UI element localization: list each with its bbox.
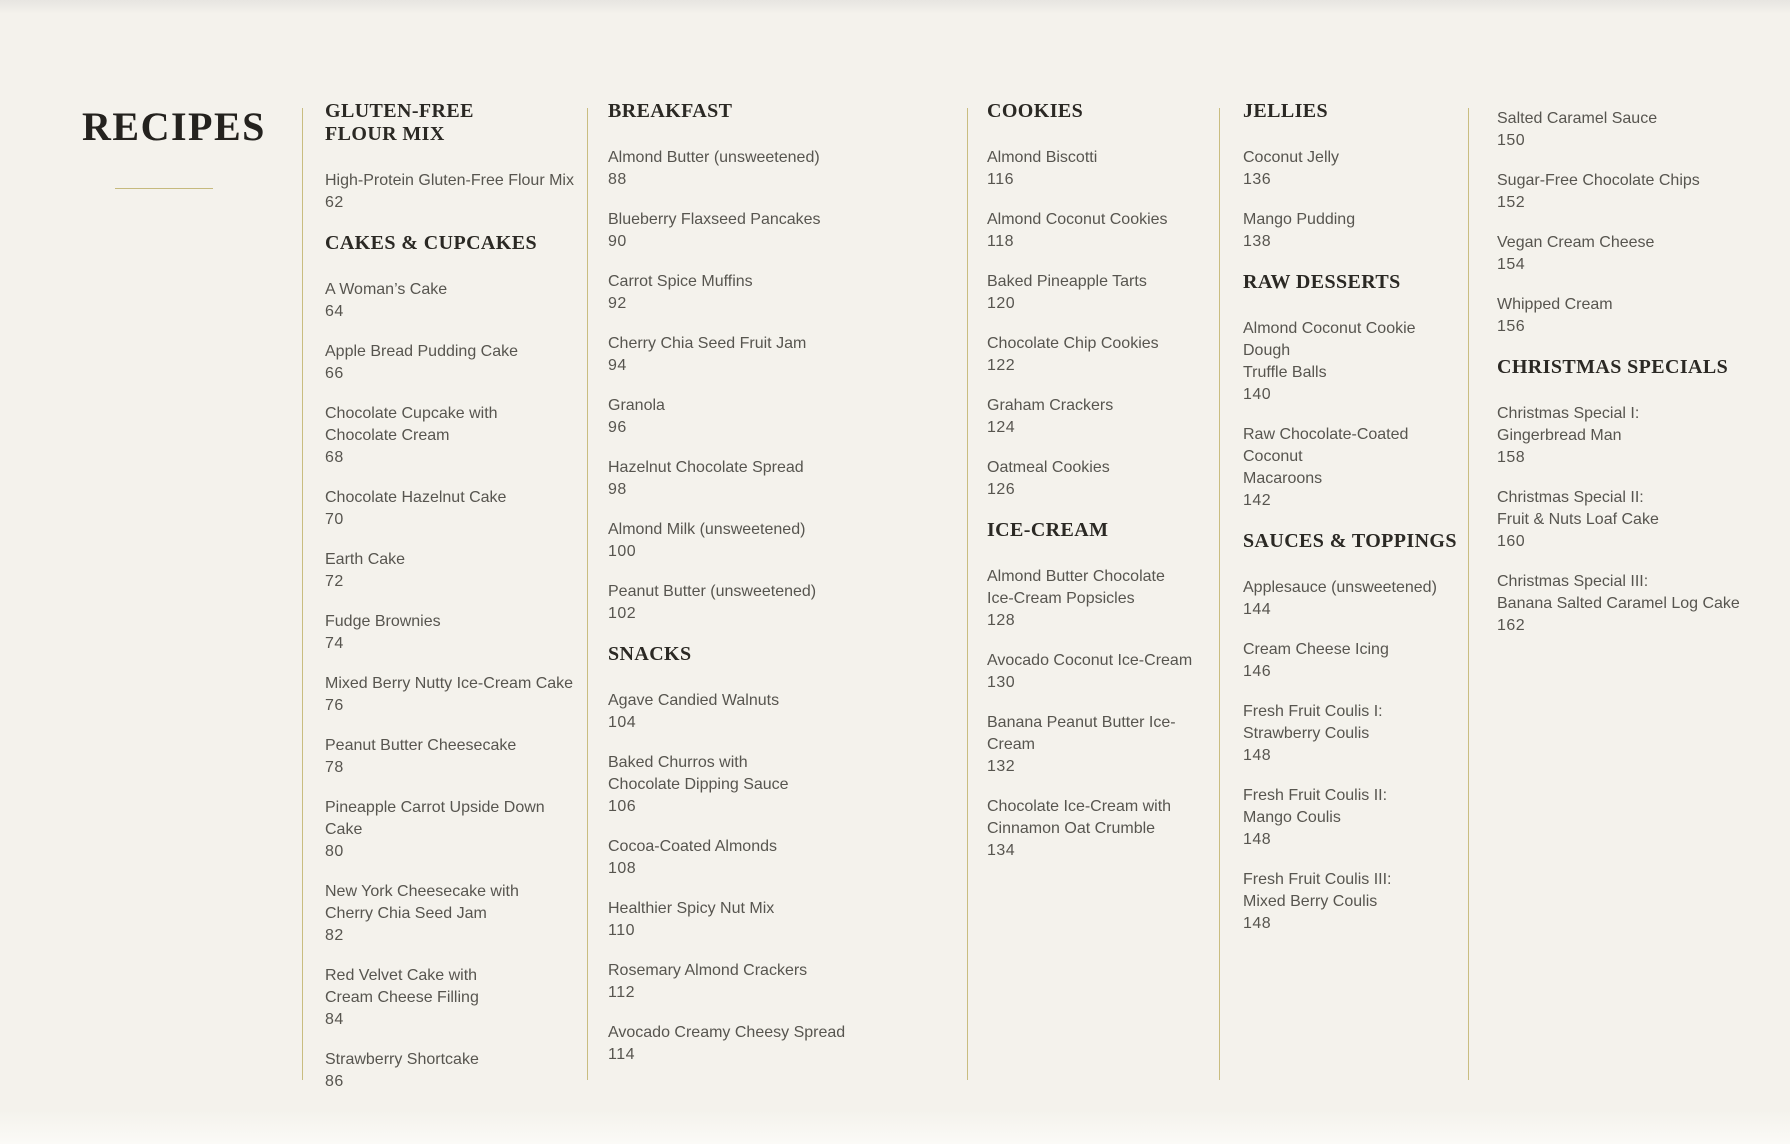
recipe-name: Chocolate Cupcake with Chocolate Cream [325, 405, 498, 444]
recipe-entry [325, 735, 580, 779]
recipe-entry [325, 881, 580, 947]
recipe-entry [608, 836, 958, 880]
recipe-name: Hazelnut Chocolate Spread [608, 459, 804, 476]
recipe-entry [987, 796, 1212, 862]
recipe-name: Mixed Berry Nutty Ice-Cream Cake [325, 675, 574, 692]
recipe-entry [608, 209, 958, 253]
recipe-entry [325, 549, 580, 593]
recipe-entry [987, 333, 1212, 377]
recipe-name: Pineapple Carrot Upside Down Cake [325, 799, 545, 838]
recipe-name: Christmas Special II: Fruit & Nuts Loaf Cake [1497, 489, 1659, 528]
recipe-entry [325, 279, 580, 323]
recipe-name: Avocado Creamy Cheesy Spread [608, 1024, 846, 1041]
recipe-page-number: 116 [987, 171, 1015, 188]
recipe-page-number: 126 [987, 481, 1016, 498]
recipe-page-number: 134 [987, 842, 1016, 859]
recipes-column-3 [987, 100, 1212, 880]
title-underline [115, 188, 213, 189]
recipe-page-number: 100 [608, 543, 637, 560]
recipe-entry [325, 611, 580, 655]
recipe-page-number: 76 [325, 697, 344, 714]
page-title: RECIPES [82, 104, 266, 149]
section-heading: SNACKS [608, 643, 692, 665]
column-divider [1219, 108, 1220, 1080]
recipe-page-number: 136 [1243, 171, 1272, 188]
recipe-page-number: 114 [608, 1046, 636, 1063]
recipe-name: Almond Milk (unsweetened) [608, 521, 806, 538]
recipe-name: Peanut Butter (unsweetened) [608, 583, 817, 600]
recipe-entry [325, 341, 580, 385]
recipe-page-number: 88 [608, 171, 627, 188]
section-heading: JELLIES [1243, 100, 1329, 122]
recipe-name: Coconut Jelly [1243, 149, 1340, 166]
recipe-name: Earth Cake [325, 551, 406, 568]
recipe-page-number: 68 [325, 449, 344, 466]
recipe-name: Fudge Brownies [325, 613, 441, 630]
recipe-entry [325, 487, 580, 531]
section-heading: COOKIES [987, 100, 1084, 122]
column-divider [1468, 108, 1469, 1080]
recipes-column-2 [608, 100, 958, 1084]
recipe-entry [325, 403, 580, 469]
recipe-entry [1243, 209, 1461, 253]
recipe-page-number: 122 [987, 357, 1016, 374]
recipe-name: Mango Pudding [1243, 211, 1356, 228]
recipe-name: Agave Candied Walnuts [608, 692, 780, 709]
recipe-entry [608, 519, 958, 563]
column-divider [302, 108, 303, 1080]
recipe-page-number: 154 [1497, 256, 1526, 273]
recipe-page-number: 66 [325, 365, 344, 382]
recipe-page-number: 132 [987, 758, 1016, 775]
recipe-name: Red Velvet Cake with Cream Cheese Filling [325, 967, 479, 1006]
recipe-page-number: 90 [608, 233, 627, 250]
recipe-name: Chocolate Hazelnut Cake [325, 489, 507, 506]
recipe-page-number: 82 [325, 927, 344, 944]
recipe-entry [987, 271, 1212, 315]
recipe-name: Almond Butter (unsweetened) [608, 149, 820, 166]
recipe-page-number: 78 [325, 759, 344, 776]
recipe-name: Fresh Fruit Coulis II: Mango Coulis [1243, 787, 1388, 826]
recipe-name: Apple Bread Pudding Cake [325, 343, 519, 360]
recipe-name: Baked Churros with Chocolate Dipping Sauce [608, 754, 789, 793]
page-bottom-edge [0, 1110, 1790, 1144]
recipe-page-number: 72 [325, 573, 344, 590]
recipe-page-number: 160 [1497, 533, 1526, 550]
recipe-entry [1243, 147, 1461, 191]
recipe-page-number: 146 [1243, 663, 1272, 680]
recipe-entry [608, 333, 958, 377]
recipe-entry [608, 395, 958, 439]
recipe-page-number: 140 [1243, 386, 1272, 403]
recipe-name: Granola [608, 397, 665, 414]
section-heading: GLUTEN-FREE FLOUR MIX [325, 100, 474, 145]
recipe-page-number: 150 [1497, 132, 1526, 149]
recipe-page-number: 110 [608, 922, 636, 939]
recipe-entry [1497, 487, 1777, 553]
recipe-entry [987, 712, 1212, 778]
section-heading: ICE-CREAM [987, 519, 1109, 541]
recipe-entry [325, 170, 580, 214]
column-divider [587, 108, 588, 1080]
recipe-page-number: 138 [1243, 233, 1272, 250]
recipe-name: Almond Coconut Cookies [987, 211, 1168, 228]
recipe-entry [987, 457, 1212, 501]
recipe-name: Carrot Spice Muffins [608, 273, 753, 290]
recipe-page-number: 120 [987, 295, 1016, 312]
recipe-page-number: 102 [608, 605, 637, 622]
recipe-entry [987, 147, 1212, 191]
recipe-entry [608, 581, 958, 625]
recipe-page-number: 128 [987, 612, 1016, 629]
recipe-page-number: 86 [325, 1073, 344, 1090]
recipe-page-number: 118 [987, 233, 1015, 250]
recipe-page-number: 84 [325, 1011, 344, 1028]
recipe-page-number: 70 [325, 511, 344, 528]
recipe-name: Oatmeal Cookies [987, 459, 1110, 476]
recipe-name: Almond Biscotti [987, 149, 1098, 166]
recipe-name: Christmas Special III: Banana Salted Caramel Log Cake [1497, 573, 1740, 612]
recipe-name: A Woman’s Cake [325, 281, 448, 298]
recipe-page-number: 96 [608, 419, 627, 436]
recipe-entry [1497, 403, 1777, 469]
recipe-name: Chocolate Ice-Cream with Cinnamon Oat Crumble [987, 798, 1172, 837]
recipe-entry [608, 1022, 958, 1066]
recipes-column-1 [325, 100, 580, 1111]
recipe-page-number: 94 [608, 357, 627, 374]
recipe-entry [325, 673, 580, 717]
recipe-name: Chocolate Chip Cookies [987, 335, 1159, 352]
recipe-entry [608, 898, 958, 942]
section-heading: RAW DESSERTS [1243, 271, 1401, 293]
recipe-entry [1243, 639, 1461, 683]
recipe-page-number: 158 [1497, 449, 1526, 466]
recipe-page-number: 106 [608, 798, 637, 815]
recipe-name: Rosemary Almond Crackers [608, 962, 808, 979]
recipe-entry [1497, 232, 1777, 276]
page-top-edge [0, 0, 1790, 14]
recipe-entry [608, 752, 958, 818]
recipe-entry [608, 690, 958, 734]
recipe-name: New York Cheesecake with Cherry Chia Seed Jam [325, 883, 519, 922]
recipe-entry [987, 650, 1212, 694]
recipe-entry [1497, 108, 1777, 152]
recipe-name: Applesauce (unsweetened) [1243, 579, 1437, 596]
recipe-name: Fresh Fruit Coulis III: Mixed Berry Coulis [1243, 871, 1392, 910]
recipe-name: Sugar-Free Chocolate Chips [1497, 172, 1700, 189]
recipe-entry [325, 1049, 580, 1093]
recipe-name: Strawberry Shortcake [325, 1051, 479, 1068]
section-heading: CAKES & CUPCAKES [325, 232, 537, 254]
recipe-page-number: 64 [325, 303, 344, 320]
recipe-page-number: 148 [1243, 747, 1272, 764]
recipe-name: Fresh Fruit Coulis I: Strawberry Coulis [1243, 703, 1383, 742]
recipe-entry [1243, 869, 1461, 935]
recipe-name: High-Protein Gluten-Free Flour Mix [325, 172, 574, 189]
recipe-page-number: 98 [608, 481, 627, 498]
recipe-entry [987, 566, 1212, 632]
recipe-page-number: 80 [325, 843, 344, 860]
recipe-name: Banana Peanut Butter Ice-Cream [987, 714, 1176, 753]
recipe-entry [1497, 571, 1777, 637]
recipe-page-number: 74 [325, 635, 344, 652]
recipe-name: Peanut Butter Cheesecake [325, 737, 517, 754]
recipe-page-number: 112 [608, 984, 636, 1001]
recipe-entry [987, 209, 1212, 253]
recipe-page-number: 162 [1497, 617, 1526, 634]
recipe-entry [987, 395, 1212, 439]
recipe-name: Vegan Cream Cheese [1497, 234, 1655, 251]
recipe-name: Cream Cheese Icing [1243, 641, 1389, 658]
recipe-name: Raw Chocolate-Coated Coconut Macaroons [1243, 426, 1409, 487]
recipe-name: Graham Crackers [987, 397, 1114, 414]
recipe-page-number: 152 [1497, 194, 1526, 211]
recipe-entry [325, 797, 580, 863]
recipe-page-number: 130 [987, 674, 1016, 691]
recipe-page-number: 142 [1243, 492, 1272, 509]
recipe-page-number: 92 [608, 295, 627, 312]
recipe-page-number: 62 [325, 194, 344, 211]
recipe-entry [608, 271, 958, 315]
recipe-name: Healthier Spicy Nut Mix [608, 900, 775, 917]
recipe-entry [608, 960, 958, 1004]
recipe-name: Cocoa-Coated Almonds [608, 838, 777, 855]
recipe-entry [325, 965, 580, 1031]
recipe-name: Whipped Cream [1497, 296, 1613, 313]
recipe-page-number: 144 [1243, 601, 1272, 618]
recipe-entry [1243, 318, 1461, 406]
recipe-name: Blueberry Flaxseed Pancakes [608, 211, 821, 228]
recipe-page-number: 148 [1243, 831, 1272, 848]
recipe-entry [1497, 294, 1777, 338]
recipe-name: Avocado Coconut Ice-Cream [987, 652, 1193, 669]
recipes-column-5 [1497, 100, 1777, 655]
recipe-name: Almond Coconut Cookie Dough Truffle Balls [1243, 320, 1416, 381]
recipe-entry [608, 147, 958, 191]
recipes-column-4 [1243, 100, 1461, 953]
recipe-entry [1497, 170, 1777, 214]
column-divider [967, 108, 968, 1080]
section-heading: BREAKFAST [608, 100, 733, 122]
recipe-entry [608, 457, 958, 501]
recipe-entry [1243, 577, 1461, 621]
recipe-page-number: 148 [1243, 915, 1272, 932]
recipe-entry [1243, 424, 1461, 512]
recipe-name: Cherry Chia Seed Fruit Jam [608, 335, 807, 352]
recipe-name: Christmas Special I: Gingerbread Man [1497, 405, 1640, 444]
recipe-entry [1243, 701, 1461, 767]
recipe-page-number: 108 [608, 860, 637, 877]
recipe-page-number: 104 [608, 714, 637, 731]
recipe-name: Baked Pineapple Tarts [987, 273, 1147, 290]
section-heading: CHRISTMAS SPECIALS [1497, 356, 1729, 378]
recipe-entry [1243, 785, 1461, 851]
recipe-name: Salted Caramel Sauce [1497, 110, 1658, 127]
recipe-page-number: 124 [987, 419, 1016, 436]
recipe-name: Almond Butter Chocolate Ice-Cream Popsicles [987, 568, 1165, 607]
recipe-page-number: 156 [1497, 318, 1526, 335]
section-heading: SAUCES & TOPPINGS [1243, 530, 1457, 552]
